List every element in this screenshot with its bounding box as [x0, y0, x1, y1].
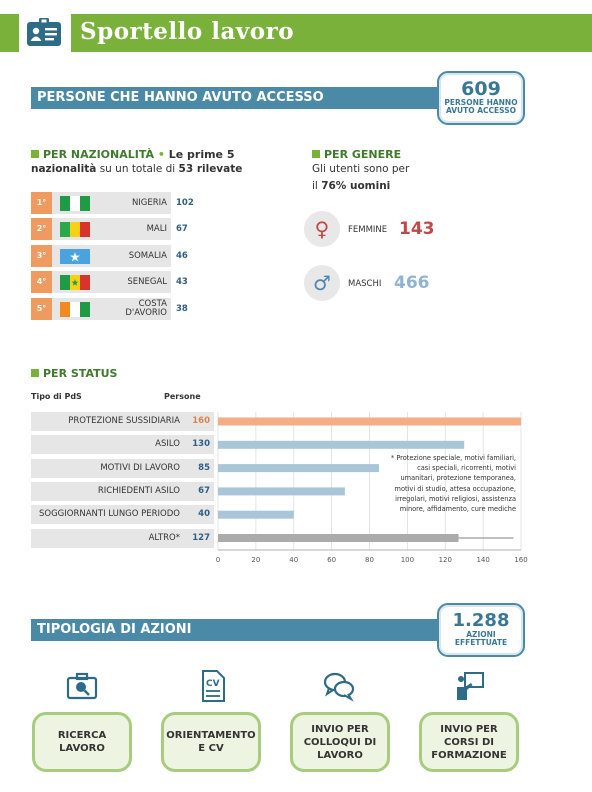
speech-bubbles-icon — [322, 669, 356, 703]
actions-section-bar: TIPOLOGIA DI AZIONI — [31, 619, 451, 641]
x-tick-label: 40 — [289, 556, 299, 564]
male-label: MASCHI — [348, 279, 382, 289]
gender-heading: PER GENERE — [312, 148, 401, 161]
female-label: FEMMINE — [348, 225, 388, 235]
gender-description-2: il 76% uomini — [312, 180, 391, 192]
action-card-training: INVIO PER CORSI DI FORMAZIONE — [419, 712, 519, 772]
country-value: 102 — [176, 198, 194, 208]
flag-mali-icon — [60, 222, 90, 237]
country-name: SOMALIA — [128, 251, 167, 261]
flag-ivory-coast-icon — [60, 302, 90, 317]
male-value: 466 — [394, 273, 430, 293]
x-tick-label: 20 — [251, 556, 261, 564]
nationality-description: nazionalità su un totale di 53 rilevate — [31, 163, 243, 175]
status-category-label: MOTIVI DI LAVORO — [100, 462, 180, 473]
country-name: COSTA D'AVORIO — [125, 299, 167, 318]
action-card-orientation: ORIENTAMENTO E CV — [161, 712, 261, 772]
status-category-row — [31, 412, 214, 431]
x-tick-label: 160 — [514, 556, 528, 564]
status-bar — [218, 487, 345, 495]
access-total-value: 609 — [461, 78, 501, 100]
status-value-label: 127 — [192, 532, 210, 543]
actions-total-label-1: AZIONI — [466, 630, 496, 639]
actions-total-label-2: EFFETTUATE — [454, 638, 508, 647]
status-category-row — [31, 435, 214, 454]
status-footnote: * Protezione speciale, motivi familiari, casi speciali, ricorrenti, motivi umanitari, protezione temporanea, motivi di studio, attesa occupazione, irregolari, motivi religiosi, assistenza minore, affidamento, cure mediche — [390, 454, 516, 514]
rank-badge: 5° — [31, 298, 52, 320]
country-value: 43 — [176, 277, 188, 287]
page-header — [0, 14, 592, 52]
status-category-label: RICHIEDENTI ASILO — [97, 485, 180, 496]
id-card-icon — [19, 14, 71, 52]
status-bar — [218, 534, 459, 542]
bullet-square-icon — [31, 150, 39, 158]
status-value-label: 40 — [198, 509, 210, 520]
rank-badge: 4° — [31, 271, 52, 293]
status-category-label: ALTRO* — [148, 532, 180, 543]
status-value-label: 160 — [192, 416, 210, 426]
access-total-label-2: AVUTO ACCESSO — [445, 106, 517, 115]
rank-badge: 3° — [31, 245, 52, 267]
x-tick-label: 100 — [400, 556, 415, 564]
status-bar — [218, 441, 464, 449]
magnifier-briefcase-icon — [65, 669, 99, 703]
x-tick-label: 60 — [327, 556, 337, 564]
header-icon-box — [19, 14, 71, 52]
access-total-label-1: PERSONE HANNO — [444, 98, 518, 107]
country-value: 67 — [176, 224, 188, 234]
rank-badge: 1° — [31, 192, 52, 214]
status-value-label: 130 — [192, 439, 210, 450]
bullet-square-icon — [31, 369, 39, 377]
status-bar — [218, 418, 521, 426]
actions-total-value: 1.288 — [452, 610, 510, 631]
svg-text:CV: CV — [206, 679, 220, 689]
action-card-job-search: RICERCA LAVORO — [32, 712, 132, 772]
access-total-badge — [437, 71, 525, 125]
status-category-row — [31, 505, 214, 524]
flag-senegal-icon — [60, 275, 90, 290]
status-category-label: ASILO — [155, 439, 180, 450]
female-icon: ♀ — [304, 211, 340, 247]
country-value: 38 — [176, 304, 188, 314]
country-name: MALI — [146, 224, 167, 234]
flag-nigeria-icon — [60, 196, 90, 211]
actions-total-badge — [437, 603, 525, 657]
action-card-interviews: INVIO PER COLLOQUI DI LAVORO — [290, 712, 390, 772]
flag-somalia-icon — [60, 249, 90, 264]
x-tick-label: 120 — [438, 556, 452, 564]
female-value: 143 — [399, 219, 435, 239]
status-category-row — [31, 459, 214, 478]
status-value-label: 85 — [198, 462, 210, 473]
status-category-row — [31, 482, 214, 501]
status-col-type: Tipo di PdS — [31, 392, 82, 401]
x-tick-label: 80 — [365, 556, 374, 564]
status-value-label: 67 — [198, 485, 210, 496]
cv-document-icon — [196, 669, 230, 703]
status-heading: PER STATUS — [31, 367, 117, 380]
gender-description-1: Gli utenti sono per — [312, 163, 410, 175]
male-icon: ♂ — [304, 265, 340, 301]
page-title: Sportello lavoro — [80, 18, 295, 45]
country-name: SENEGAL — [127, 277, 167, 287]
status-bar — [218, 464, 379, 472]
rank-badge: 2° — [31, 218, 52, 240]
access-section-bar: PERSONE CHE HANNO AVUTO ACCESSO — [31, 87, 451, 109]
status-col-people: Persone — [164, 392, 201, 401]
status-category-row — [31, 529, 214, 548]
country-name: NIGERIA — [131, 198, 167, 208]
nationality-row — [31, 271, 171, 293]
x-tick-label: 0 — [215, 556, 221, 564]
bullet-square-icon — [312, 150, 320, 158]
nationality-row — [31, 298, 171, 320]
nationality-row — [31, 245, 171, 267]
presentation-icon — [453, 669, 487, 703]
status-category-label: PROTEZIONE SUSSIDIARIA — [68, 416, 180, 426]
status-category-label: SOGGIORNANTI LUNGO PERIODO — [38, 509, 180, 520]
nationality-row — [31, 218, 171, 240]
nationality-heading: PER NAZIONALITÀ • Le prime 5 — [31, 148, 235, 161]
status-bar — [218, 511, 294, 519]
x-tick-label: 140 — [476, 556, 490, 564]
nationality-row — [31, 192, 171, 214]
country-value: 46 — [176, 251, 188, 261]
